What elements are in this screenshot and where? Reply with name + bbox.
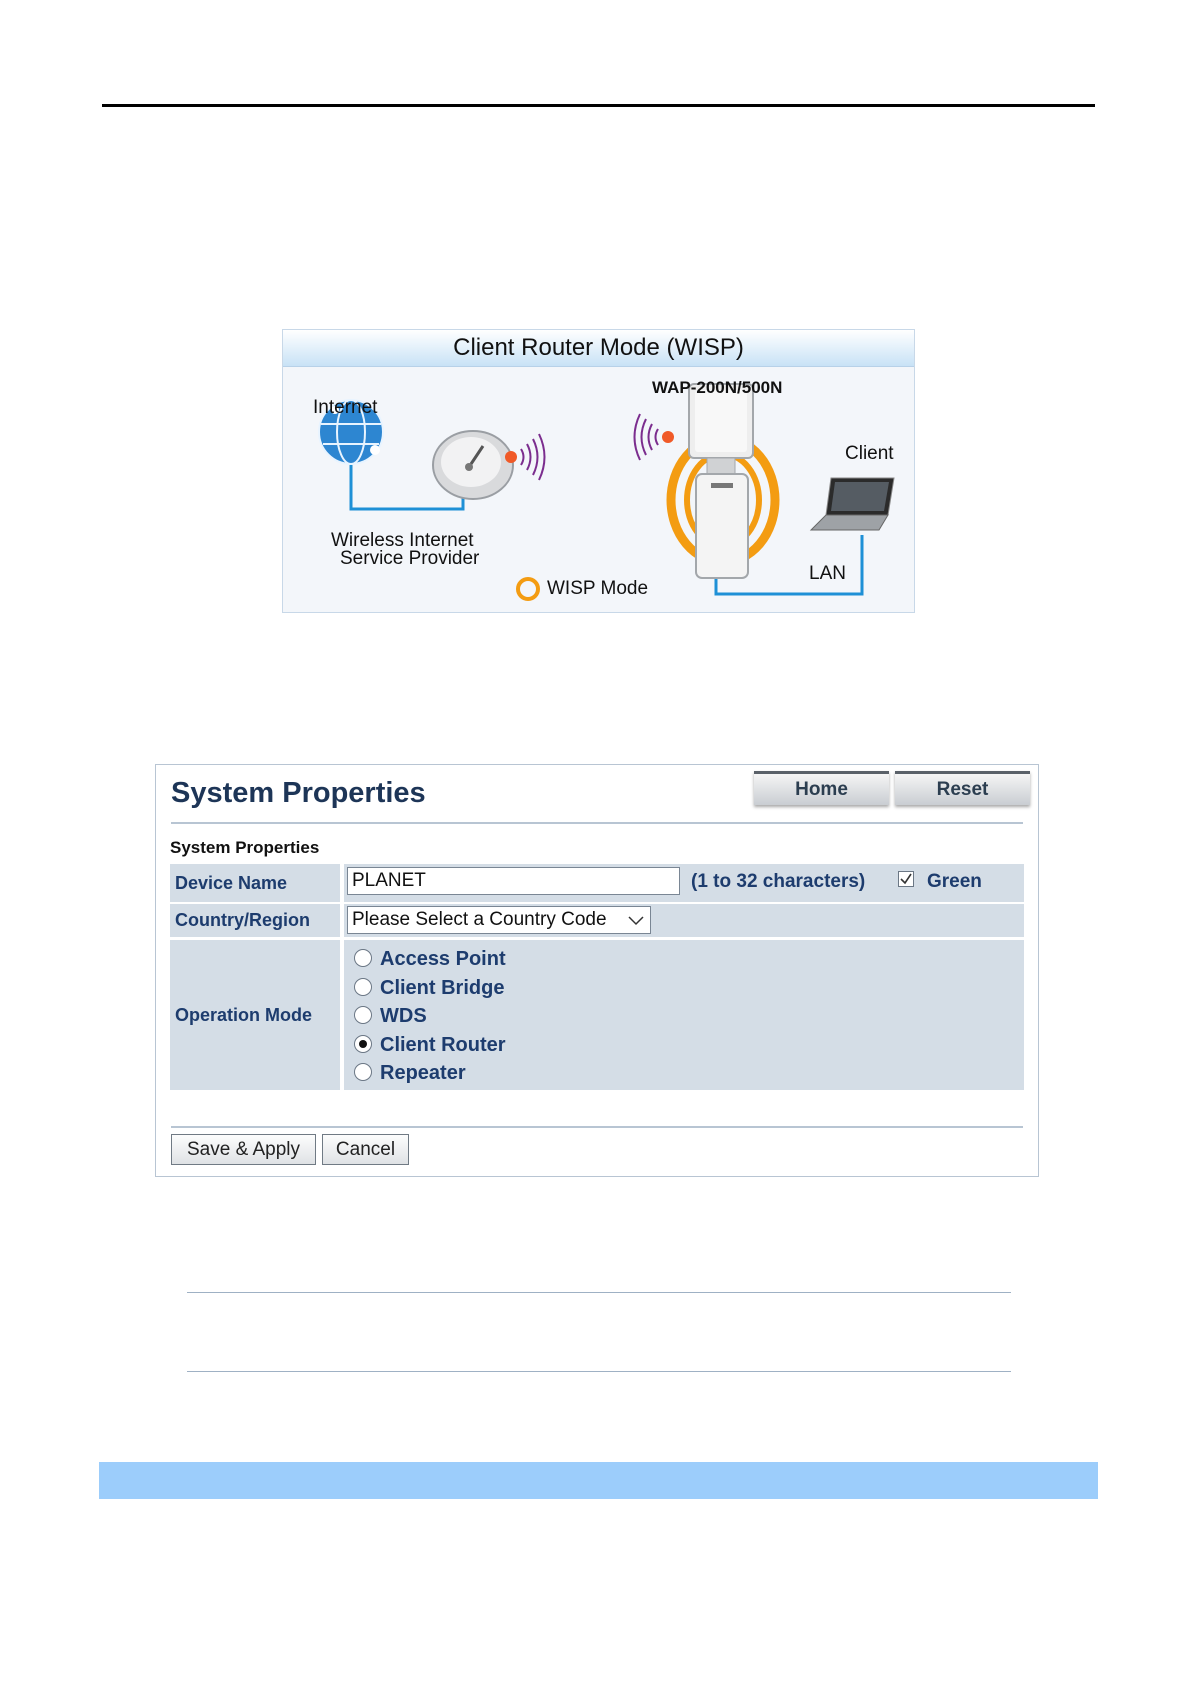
wisp-mode-ring-icon — [518, 579, 538, 599]
country-select-value: Please Select a Country Code — [352, 909, 607, 930]
radio-access-point-label[interactable]: Access Point — [380, 948, 506, 970]
wisp-label-line2: Service Provider — [340, 548, 480, 569]
system-properties-panel — [155, 764, 1039, 1177]
cancel-button[interactable]: Cancel — [322, 1134, 409, 1165]
green-checkbox[interactable] — [898, 871, 914, 887]
page-divider-1 — [187, 1292, 1011, 1293]
page-divider-2 — [187, 1371, 1011, 1372]
save-apply-button[interactable]: Save & Apply — [171, 1134, 316, 1165]
chevron-down-icon — [628, 916, 644, 926]
page-title: System Properties — [171, 777, 426, 809]
country-region-label — [170, 904, 340, 937]
wisp-label-line1: Wireless Internet — [331, 530, 474, 551]
operation-mode-label — [170, 940, 340, 1090]
checkmark-icon — [899, 872, 913, 886]
diagram-title: Client Router Mode (WISP) — [453, 334, 744, 361]
device-name-input[interactable] — [347, 867, 680, 895]
radio-client-bridge-label[interactable]: Client Bridge — [380, 977, 505, 999]
operation-mode-label-text: Operation Mode — [175, 1004, 313, 1025]
page-top-rule — [102, 104, 1095, 107]
device-name-label-text: Device Name — [175, 872, 288, 893]
device-signal-icon — [635, 414, 675, 460]
section-label: System Properties — [170, 838, 320, 857]
radio-wds[interactable] — [354, 1006, 372, 1024]
page-blue-band — [99, 1462, 1098, 1499]
internet-label: Internet — [313, 397, 378, 418]
laptop-client-icon — [811, 478, 894, 530]
device-model-label: WAP-200N/500N — [652, 378, 783, 397]
radio-wds-label[interactable]: WDS — [380, 1005, 427, 1027]
client-router-mode-diagram — [282, 329, 915, 613]
device-name-hint: (1 to 32 characters) — [691, 871, 866, 892]
access-point-device-icon — [671, 384, 775, 578]
radio-client-router[interactable] — [354, 1035, 372, 1053]
client-label: Client — [845, 443, 894, 464]
radio-repeater[interactable] — [354, 1063, 372, 1081]
country-region-label-text: Country/Region — [175, 910, 310, 930]
country-select[interactable] — [347, 906, 651, 934]
footer-divider — [171, 1126, 1023, 1128]
lan-label: LAN — [809, 563, 846, 584]
wisp-mode-label: WISP Mode — [547, 578, 649, 599]
reset-button[interactable]: Reset — [895, 771, 1030, 805]
home-button[interactable]: Home — [754, 771, 889, 805]
wisp-dish-icon — [433, 431, 513, 499]
radio-client-router-label[interactable]: Client Router — [380, 1034, 506, 1056]
radio-repeater-label[interactable]: Repeater — [380, 1062, 466, 1084]
radio-client-bridge[interactable] — [354, 978, 372, 996]
radio-access-point[interactable] — [354, 949, 372, 967]
title-divider — [171, 822, 1023, 824]
device-name-label — [170, 864, 340, 902]
green-label: Green — [927, 871, 982, 892]
